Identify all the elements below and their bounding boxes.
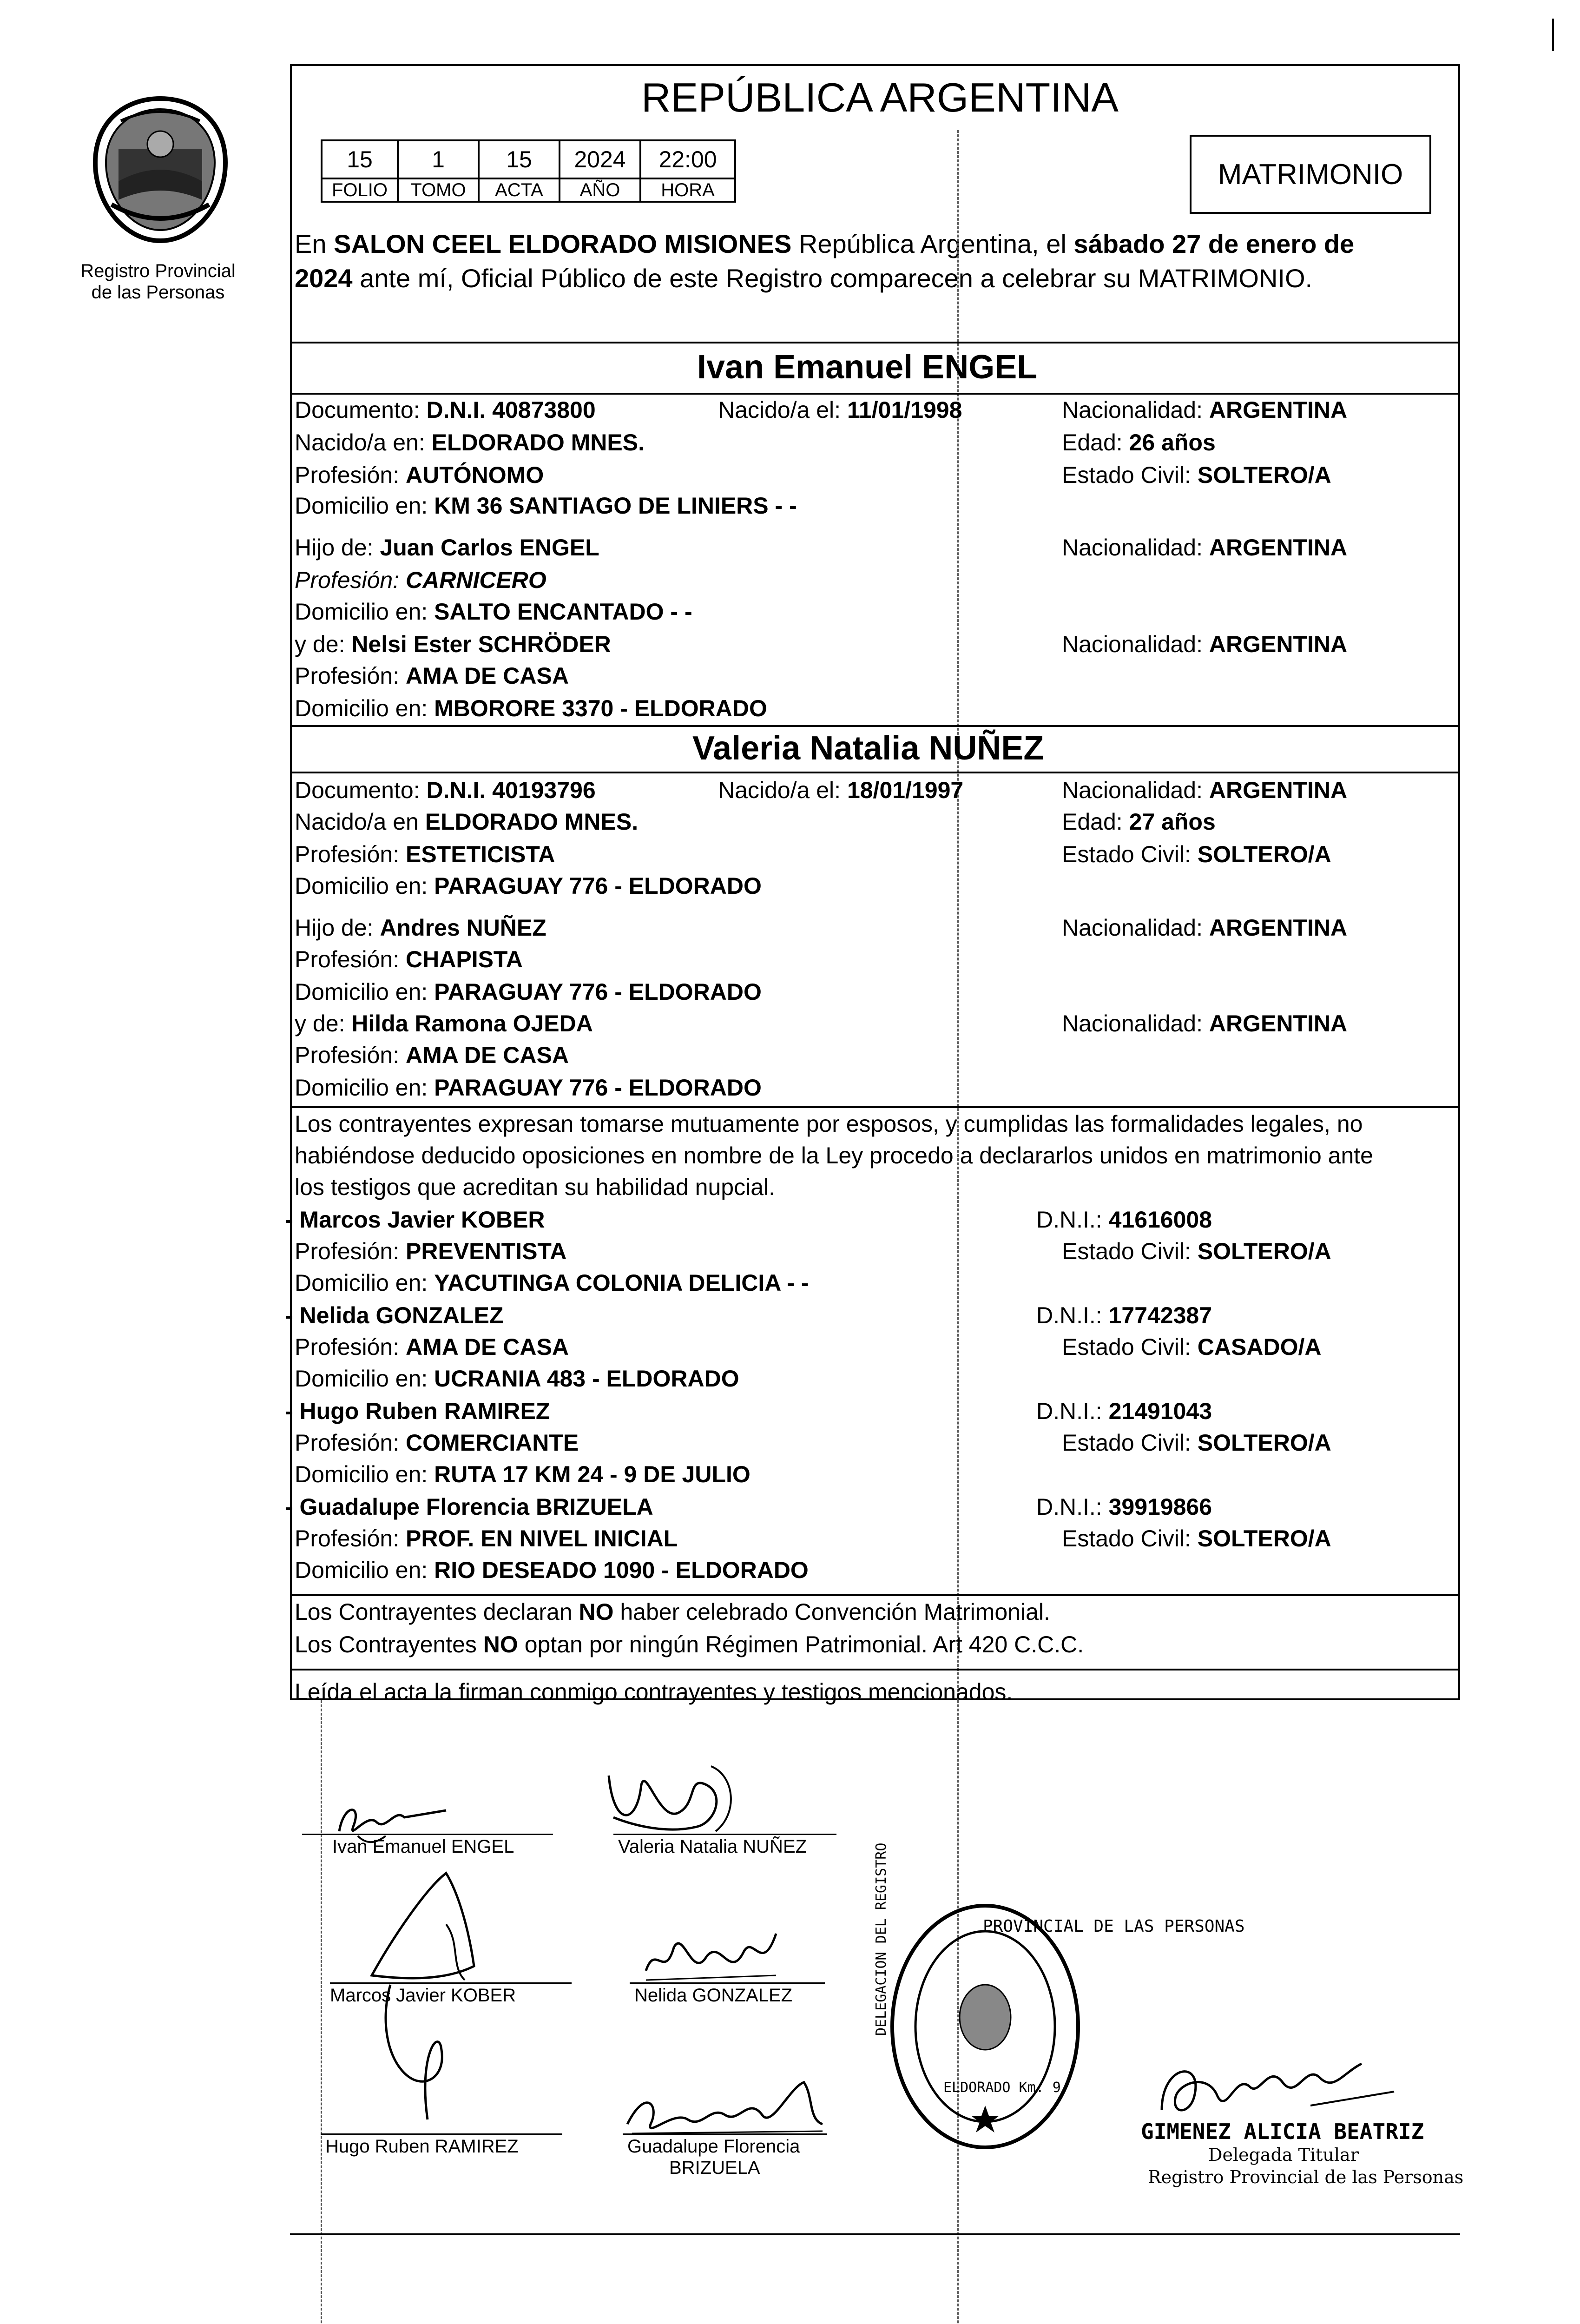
bride-father: Hijo de: Andres NUÑEZ xyxy=(295,915,546,941)
registry-label-line2: de las Personas xyxy=(91,282,225,303)
bride-father-nationality: Nacionalidad: ARGENTINA xyxy=(1062,915,1348,941)
hora-value: 22:00 xyxy=(640,140,735,178)
signature-line-groom xyxy=(302,1834,553,1835)
bride-father-profession: Profesión: CHAPISTA xyxy=(295,946,523,972)
bride-address: Domicilio en: PARAGUAY 776 - ELDORADO xyxy=(295,873,762,899)
left-guide-bottom xyxy=(321,1700,322,2324)
tomo-label: TOMO xyxy=(398,178,479,202)
signature-witness2-icon xyxy=(637,1915,795,1989)
witness-4-profession: Profesión: PROF. EN NIVEL INICIAL xyxy=(295,1525,678,1552)
groom-mother-address: Domicilio en: MBORORE 3370 - ELDORADO xyxy=(295,695,767,721)
witness-3-civil-status: Estado Civil: SOLTERO/A xyxy=(1062,1430,1331,1456)
bride-birthplace: Nacido/a en ELDORADO MNES. xyxy=(295,809,639,835)
witness-1-civil-status: Estado Civil: SOLTERO/A xyxy=(1062,1238,1331,1264)
signature-label-witness1: Marcos Javier KOBER xyxy=(330,1985,516,2006)
witness-1-dni: D.N.I.: 41616008 xyxy=(1036,1207,1212,1233)
witness-4-dni: D.N.I.: 39919866 xyxy=(1036,1494,1212,1520)
witness-1-address: Domicilio en: YACUTINGA COLONIA DELICIA - - xyxy=(295,1270,809,1296)
groom-civil-status: Estado Civil: SOLTERO/A xyxy=(1062,462,1331,488)
act-type-box: MATRIMONIO xyxy=(1190,135,1431,214)
groom-profession: Profesión: AUTÓNOMO xyxy=(295,462,544,488)
declaration-line3: los testigos que acreditan su habilidad nupcial. xyxy=(295,1174,776,1200)
bottom-border xyxy=(290,2233,1460,2235)
groom-father: Hijo de: Juan Carlos ENGEL xyxy=(295,535,599,561)
witness-3-address: Domicilio en: RUTA 17 KM 24 - 9 DE JULIO xyxy=(295,1461,750,1487)
hora-label: HORA xyxy=(640,178,735,202)
witness-1-name: - Marcos Javier KOBER xyxy=(285,1207,545,1233)
witness-3-profession: Profesión: COMERCIANTE xyxy=(295,1430,579,1456)
signature-label-bride: Valeria Natalia NUÑEZ xyxy=(618,1836,807,1857)
signature-line-witness4 xyxy=(623,2133,827,2135)
signature-label-witness4-line1: Guadalupe Florencia xyxy=(627,2136,800,2157)
bride-mother: y de: Hilda Ramona OJEDA xyxy=(295,1010,593,1037)
groom-father-profession: Profesión: CARNICERO xyxy=(295,567,546,593)
bride-mother-nationality: Nacionalidad: ARGENTINA xyxy=(1062,1010,1348,1037)
witness-3-name: - Hugo Ruben RAMIREZ xyxy=(285,1398,550,1424)
registry-table xyxy=(321,139,736,203)
intro-line2: 2024 ante mí, Oficial Público de este Registro comparecen a celebrar su MATRIMONIO. xyxy=(295,264,1313,293)
witness-2-civil-status: Estado Civil: CASADO/A xyxy=(1062,1334,1322,1360)
witness-2-name: - Nelida GONZALEZ xyxy=(285,1302,504,1328)
groom-born: Nacido/a el: 11/01/1998 xyxy=(718,397,962,423)
divider-2 xyxy=(290,393,1460,395)
witness-2-dni: D.N.I.: 17742387 xyxy=(1036,1302,1212,1328)
bride-civil-status: Estado Civil: SOLTERO/A xyxy=(1062,841,1331,867)
agreement-line1: Los Contrayentes declaran NO haber celebrado Convención Matrimonial. xyxy=(295,1599,1050,1625)
anio-label: AÑO xyxy=(560,178,640,202)
official-name: GIMENEZ ALICIA BEATRIZ xyxy=(1141,2119,1424,2144)
margin-mark xyxy=(1552,19,1554,51)
stamp-ring-text: PROVINCIAL DE LAS PERSONAS xyxy=(983,1917,1245,1936)
closing-text: Leída el acta la firman conmigo contrayentes y testigos mencionados. xyxy=(295,1679,1013,1705)
signature-label-witness4-line2: BRIZUELA xyxy=(669,2158,760,2178)
groom-mother-nationality: Nacionalidad: ARGENTINA xyxy=(1062,631,1348,657)
divider-5 xyxy=(290,1106,1460,1108)
divider-4 xyxy=(290,772,1460,773)
divider-6 xyxy=(290,1594,1460,1596)
bride-profession: Profesión: ESTETICISTA xyxy=(295,841,555,867)
registry-logo xyxy=(84,93,237,246)
signature-line-witness3 xyxy=(321,2133,562,2135)
groom-father-address: Domicilio en: SALTO ENCANTADO - - xyxy=(295,599,692,625)
signature-label-witness3: Hugo Ruben RAMIREZ xyxy=(325,2136,519,2157)
bride-father-address: Domicilio en: PARAGUAY 776 - ELDORADO xyxy=(295,979,762,1005)
witness-2-address: Domicilio en: UCRANIA 483 - ELDORADO xyxy=(295,1366,739,1392)
official-role: Delegada Titular xyxy=(1208,2145,1359,2165)
signature-label-groom: Ivan Emanuel ENGEL xyxy=(332,1836,514,1857)
acta-label: ACTA xyxy=(479,178,560,202)
declaration-line1: Los contrayentes expresan tomarse mutuamente por esposos, y cumplidas las formalidades legales, no xyxy=(295,1111,1363,1137)
bride-doc: Documento: D.N.I. 40193796 xyxy=(295,777,596,803)
witness-4-civil-status: Estado Civil: SOLTERO/A xyxy=(1062,1525,1331,1552)
stamp-bottom-text: ELDORADO Km. 9 xyxy=(943,2080,1061,2096)
divider-3 xyxy=(290,725,1460,727)
bride-nationality: Nacionalidad: ARGENTINA xyxy=(1062,777,1348,803)
groom-father-nationality: Nacionalidad: ARGENTINA xyxy=(1062,535,1348,561)
divider-7 xyxy=(290,1669,1460,1670)
official-stamp xyxy=(873,1842,1245,2157)
groom-nationality: Nacionalidad: ARGENTINA xyxy=(1062,397,1348,423)
intro-line1: En SALON CEEL ELDORADO MISIONES República Argentina, el sábado 27 de enero de xyxy=(295,229,1355,258)
groom-mother-profession: Profesión: AMA DE CASA xyxy=(295,663,569,689)
witness-4-name: - Guadalupe Florencia BRIZUELA xyxy=(285,1494,653,1520)
bride-age: Edad: 27 años xyxy=(1062,809,1216,835)
signature-bride-icon xyxy=(599,1757,757,1841)
anio-value: 2024 xyxy=(560,140,640,178)
signature-line-bride xyxy=(613,1834,836,1835)
folio-label: FOLIO xyxy=(322,178,398,202)
tomo-value: 1 xyxy=(398,140,479,178)
witness-2-profession: Profesión: AMA DE CASA xyxy=(295,1334,569,1360)
signature-line-witness1 xyxy=(330,1982,572,1984)
signature-line-witness2 xyxy=(630,1982,825,1984)
registry-label-line1: Registro Provincial xyxy=(80,261,236,281)
bride-name: Valeria Natalia NUÑEZ xyxy=(692,730,1044,767)
divider-1 xyxy=(290,342,1460,343)
witness-1-profession: Profesión: PREVENTISTA xyxy=(295,1238,567,1264)
bride-mother-profession: Profesión: AMA DE CASA xyxy=(295,1042,569,1068)
bride-born: Nacido/a el: 18/01/1997 xyxy=(718,777,964,803)
groom-birthplace: Nacido/a en: ELDORADO MNES. xyxy=(295,429,645,456)
agreement-line2: Los Contrayentes NO optan por ningún Régimen Patrimonial. Art 420 C.C.C. xyxy=(295,1631,1084,1657)
official-office: Registro Provincial de las Personas xyxy=(1148,2167,1464,2187)
stamp-left-text: DELEGACION DEL REGISTRO xyxy=(873,1842,889,2036)
groom-address: Domicilio en: KM 36 SANTIAGO DE LINIERS - - xyxy=(295,493,797,519)
groom-mother: y de: Nelsi Ester SCHRÖDER xyxy=(295,631,611,657)
witness-3-dni: D.N.I.: 21491043 xyxy=(1036,1398,1212,1424)
country-title: REPÚBLICA ARGENTINA xyxy=(641,74,1119,120)
folio-value: 15 xyxy=(322,140,398,178)
bride-mother-address: Domicilio en: PARAGUAY 776 - ELDORADO xyxy=(295,1075,762,1101)
groom-name: Ivan Emanuel ENGEL xyxy=(697,349,1038,386)
declaration-line2: habiéndose deducido oposiciones en nombre de la Ley procedo a declararlos unidos en matrimonio ante xyxy=(295,1142,1373,1169)
groom-doc: Documento: D.N.I. 40873800 xyxy=(295,397,596,423)
acta-value: 15 xyxy=(479,140,560,178)
signature-witness4-icon xyxy=(618,2068,832,2143)
witness-4-address: Domicilio en: RIO DESEADO 1090 - ELDORADO xyxy=(295,1557,809,1583)
signature-official-icon xyxy=(1143,2045,1403,2129)
groom-age: Edad: 26 años xyxy=(1062,429,1216,456)
signature-label-witness2: Nelida GONZALEZ xyxy=(634,1985,793,2006)
provincial-seal-icon xyxy=(84,93,237,246)
